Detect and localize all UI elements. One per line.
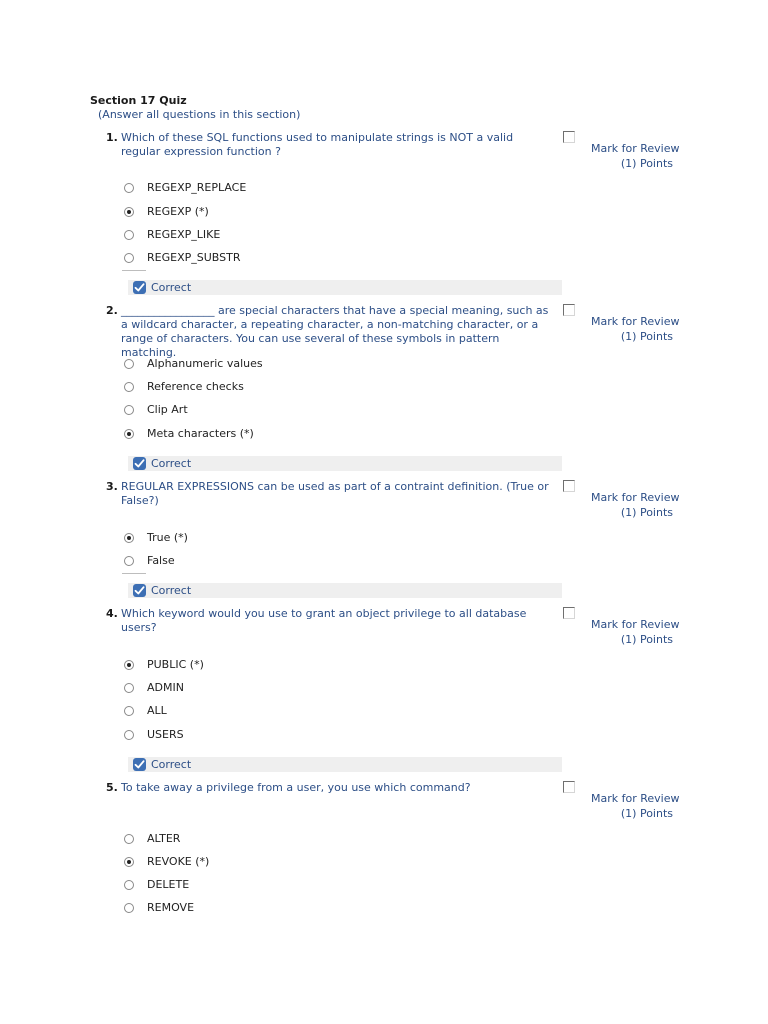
result-label: Correct	[151, 758, 192, 771]
result-label: Correct	[151, 457, 192, 470]
section-instructions: (Answer all questions in this section)	[98, 108, 301, 121]
question-text: To take away a privilege from a user, you use which command?	[121, 781, 471, 794]
mark-for-review-checkbox[interactable]	[563, 304, 575, 316]
question-text: Which keyword would you use to grant an object privilege to all database users?	[121, 607, 527, 634]
question-number: 1.	[106, 131, 118, 144]
question-text: REGULAR EXPRESSIONS can be used as part of a contraint definition. (True or False?)	[121, 480, 549, 507]
question-number: 4.	[106, 607, 118, 620]
radio-button[interactable]	[124, 183, 134, 193]
radio-button[interactable]	[124, 359, 134, 369]
mark-for-review-label[interactable]: Mark for Review	[591, 792, 680, 805]
mark-for-review-checkbox[interactable]	[563, 131, 575, 143]
checkmark-icon	[133, 758, 146, 771]
question-number: 2.	[106, 304, 118, 317]
radio-button[interactable]	[124, 857, 134, 867]
result-bar	[128, 280, 562, 295]
answer-option-label: PUBLIC (*)	[147, 658, 204, 671]
answer-divider	[122, 573, 146, 574]
question-block	[0, 131, 768, 170]
mark-for-review-label[interactable]: Mark for Review	[591, 315, 680, 328]
question-block	[0, 607, 768, 646]
section-title: Section 17 Quiz	[90, 94, 187, 107]
mark-for-review-checkbox[interactable]	[563, 781, 575, 793]
answer-option-label: True (*)	[147, 531, 188, 544]
radio-button[interactable]	[124, 730, 134, 740]
radio-button[interactable]	[124, 556, 134, 566]
checkmark-icon	[133, 457, 146, 470]
mark-for-review-label[interactable]: Mark for Review	[591, 618, 680, 631]
radio-button[interactable]	[124, 382, 134, 392]
answer-option-label: False	[147, 554, 175, 567]
answer-option-label: ALTER	[147, 832, 181, 845]
answer-option-label: REGEXP (*)	[147, 205, 209, 218]
radio-button[interactable]	[124, 834, 134, 844]
question-points: (1) Points	[620, 633, 673, 646]
radio-button[interactable]	[124, 253, 134, 263]
answer-option-label: REGEXP_REPLACE	[147, 181, 247, 194]
question-text: _________________ are special characters that have a special meaning, such as a wildcard character, a repeating character, a non-matching character, or a range of characters. You can use several of these symbols in pattern matching.	[121, 304, 549, 359]
radio-button[interactable]	[124, 903, 134, 913]
result-label: Correct	[151, 281, 192, 294]
radio-button[interactable]	[124, 880, 134, 890]
radio-button[interactable]	[124, 533, 134, 543]
radio-button[interactable]	[124, 429, 134, 439]
mark-for-review-label[interactable]: Mark for Review	[591, 142, 680, 155]
answer-option-label: Alphanumeric values	[147, 357, 263, 370]
answer-divider	[122, 270, 146, 271]
radio-button[interactable]	[124, 405, 134, 415]
mark-for-review-label[interactable]: Mark for Review	[591, 491, 680, 504]
answer-option-label: Clip Art	[147, 403, 188, 416]
answer-option-label: DELETE	[147, 878, 190, 891]
checkmark-icon	[133, 584, 146, 597]
radio-button[interactable]	[124, 706, 134, 716]
question-points: (1) Points	[620, 807, 673, 820]
question-number: 3.	[106, 480, 118, 493]
answer-option-label: ADMIN	[147, 681, 184, 694]
answer-option-label: REVOKE (*)	[147, 855, 210, 868]
result-bar	[128, 583, 562, 598]
question-block	[0, 304, 768, 359]
result-bar	[128, 757, 562, 772]
mark-for-review-checkbox[interactable]	[563, 607, 575, 619]
radio-button[interactable]	[124, 230, 134, 240]
answer-option-label: USERS	[147, 728, 184, 741]
answer-option-label: REMOVE	[147, 901, 195, 914]
result-label: Correct	[151, 584, 192, 597]
answer-option-label: ALL	[147, 704, 167, 717]
mark-for-review-checkbox[interactable]	[563, 480, 575, 492]
question-block	[0, 480, 768, 519]
answer-option-label: REGEXP_LIKE	[147, 228, 221, 241]
answer-option-label: Meta characters (*)	[147, 427, 254, 440]
question-points: (1) Points	[620, 506, 673, 519]
checkmark-icon	[133, 281, 146, 294]
radio-button[interactable]	[124, 683, 134, 693]
question-points: (1) Points	[620, 157, 673, 170]
question-points: (1) Points	[620, 330, 673, 343]
answer-option-label: REGEXP_SUBSTR	[147, 251, 241, 264]
radio-button[interactable]	[124, 207, 134, 217]
result-bar	[128, 456, 562, 471]
answer-option-label: Reference checks	[147, 380, 244, 393]
question-block	[0, 781, 768, 820]
question-text: Which of these SQL functions used to manipulate strings is NOT a valid regular expression function ?	[121, 131, 514, 158]
question-number: 5.	[106, 781, 118, 794]
radio-button[interactable]	[124, 660, 134, 670]
